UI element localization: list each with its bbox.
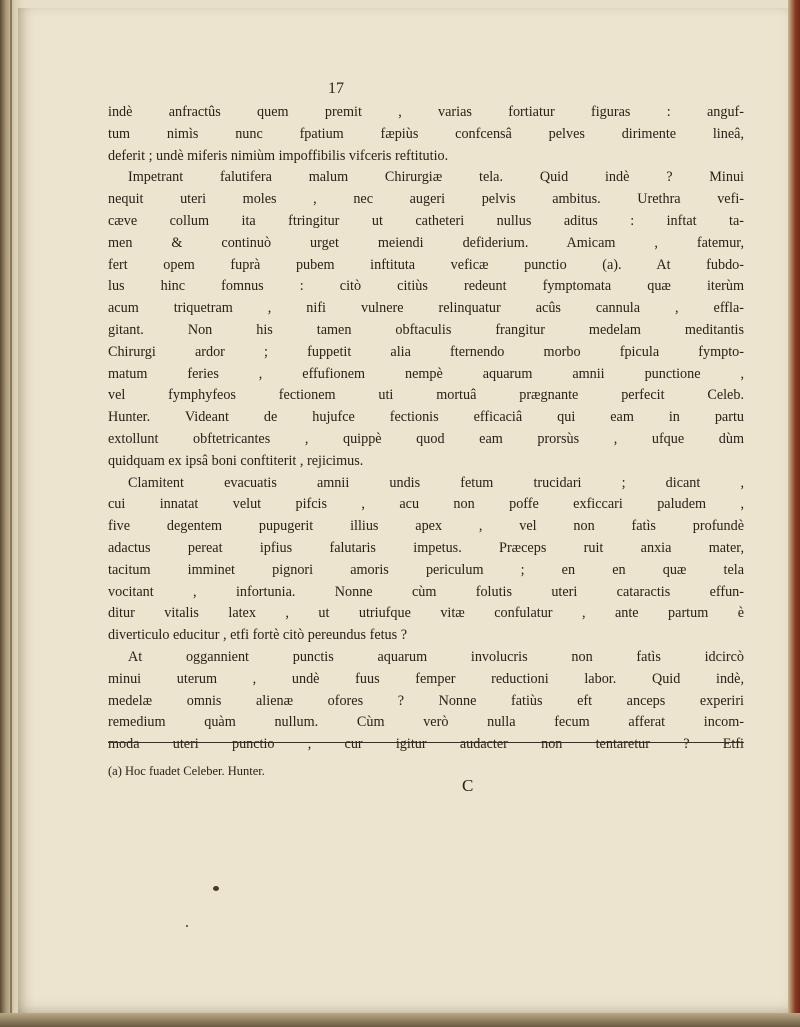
text-line: cui innatat velut pifcis , acu non poffe exficcari paludem ,	[108, 496, 744, 513]
text-line: medelæ omnis alienæ ofores ? Nonne fatiùs eft anceps experiri	[108, 692, 744, 709]
text-line: minui uterum , undè fuus femper reductioni labor. Quid indè,	[108, 670, 744, 687]
footnote-rule	[108, 742, 744, 743]
text-line: matum feries , effufionem nempè aquarum amnii punctione ,	[108, 365, 744, 382]
spine-shadow	[10, 0, 12, 1027]
ink-speck	[186, 925, 188, 927]
text-line: remedium quàm nullum. Cùm verò nulla fecum afferat incom-	[108, 714, 744, 731]
text-line: adactus pereat ipfius falutaris impetus. Præceps ruit anxia mater,	[108, 539, 744, 556]
text-line: fert opem fuprà pubem inftituta veficæ punctio (a). At fubdo-	[108, 256, 744, 273]
page-number: 17	[328, 80, 344, 97]
page-edge-bottom	[0, 1013, 800, 1027]
ink-speck	[213, 886, 219, 891]
text-line: quidquam ex ipsâ boni conftiterit , rejicimus.	[108, 452, 364, 469]
text-line: vocitant , infortunia. Nonne cùm folutis uteri cataractis effun-	[108, 583, 744, 600]
text-line: moda uteri punctio , cur igitur audacter non tentaretur ? Etfi	[108, 736, 744, 753]
text-line: five degentem pupugerit illius apex , vel non fatìs profundè	[108, 518, 744, 535]
text-line: gitant. Non his tamen obftaculis frangitur medelam meditantis	[108, 321, 744, 338]
text-line: ditur vitalis latex , ut utriufque vitæ confulatur , ante partum è	[108, 605, 744, 622]
text-line: men & continuò urget meiendi defiderium. Amicam , fatemur,	[108, 234, 744, 251]
text-line: acum triquetram , nifi vulnere relinquatur acûs cannula , effla-	[108, 300, 744, 317]
text-line: lus hinc fomnus : citò citiùs redeunt fymptomata quæ iterùm	[108, 278, 744, 295]
text-line: extollunt obftetricantes , quippè quod eam prorsùs , ufque dùm	[108, 430, 744, 447]
text-line: vel fymphyfeos fectionem uti mortuâ prægnante perfecit Celeb.	[108, 387, 744, 404]
body-text	[108, 102, 744, 756]
text-line: tacitum imminet pignori amoris periculum ; en en quæ tela	[108, 561, 744, 578]
signature-mark: C	[462, 776, 474, 795]
text-line: tum nimìs nunc fpatium fæpiùs confcensâ pelves dirimente lineâ,	[108, 125, 744, 142]
text-line: indè anfractûs quem premit , varias fortiatur figuras : anguf-	[108, 104, 744, 120]
text-line: diverticulo educitur , etfi fortè citò pereundus fetus ?	[108, 627, 408, 644]
text-line: Clamitent evacuatis amnii undis fetum trucidari ; dicant ,	[128, 474, 744, 491]
text-line: Impetrant falutifera malum Chirurgiæ tela. Quid indè ? Minui	[128, 169, 744, 186]
footnote: (a) Hoc fuadet Celeber. Hunter.	[108, 764, 265, 778]
text-line: Chirurgi ardor ; fuppetit alia fternendo morbo fpicula fympto-	[108, 343, 744, 360]
page-edge-right	[788, 0, 800, 1027]
text-line: Hunter. Videant de hujufce fectionis efficaciâ qui eam in partu	[108, 409, 744, 426]
text-line: deferit ; undè miferis nimiùm impoffibilis vifceris reftitutio.	[108, 147, 449, 164]
text-line: cæve collum ita ftringitur ut catheteri nullus aditus : inftat ta-	[108, 212, 744, 229]
text-line: At oggannient punctis aquarum involucris non fatìs idcircò	[128, 648, 744, 665]
text-line: nequit uteri moles , nec augeri pelvis ambitus. Urethra vefi-	[108, 191, 744, 208]
